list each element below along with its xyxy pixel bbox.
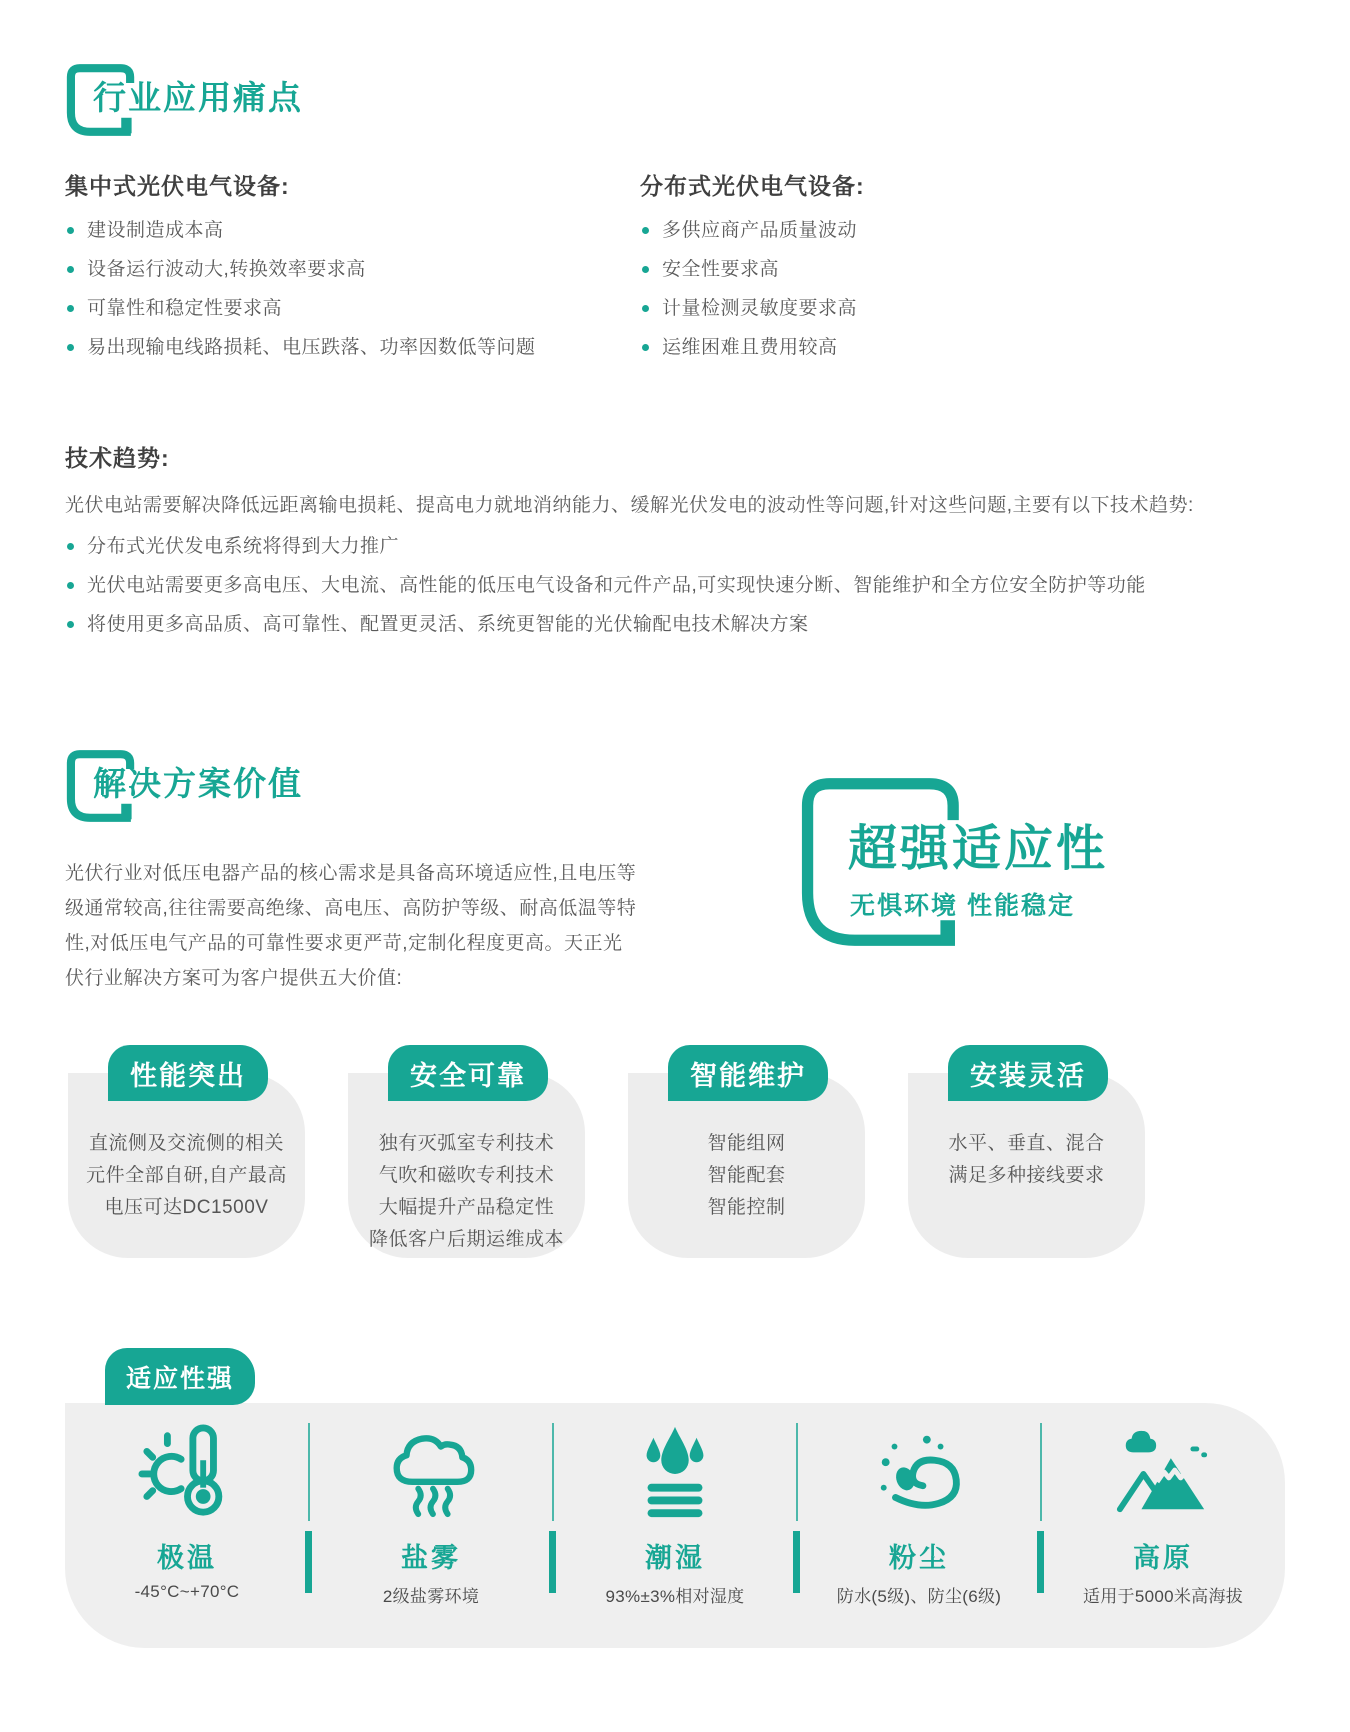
feature-desc: 适用于5000米高海拔 [1082, 1587, 1244, 1606]
bullet-dot [642, 344, 649, 351]
plateau-icon [1114, 1423, 1212, 1521]
bullet-item [640, 297, 1160, 320]
value-section-header [65, 738, 485, 833]
temperature-icon [138, 1423, 236, 1521]
card-line: 直流侧及交流侧的相关 [88, 1133, 284, 1154]
column-divider-line [552, 1423, 554, 1521]
bullet-dot [67, 227, 74, 234]
bullet-dot [642, 266, 649, 273]
card-tab: 安全可靠 [388, 1045, 548, 1101]
adapt-section [65, 1364, 1285, 1648]
bullet-dot [67, 266, 74, 273]
bullet-text: 分布式光伏发电系统将得到大力推广 [87, 536, 400, 557]
feature-item [65, 1403, 309, 1648]
salt-fog-icon [382, 1423, 480, 1521]
feature-name: 粉尘 [889, 1543, 949, 1573]
feature-name: 潮湿 [645, 1543, 705, 1573]
bullet-text: 设备运行波动大,转换效率要求高 [87, 259, 366, 280]
feature-name: 盐雾 [401, 1543, 461, 1573]
bullet-text: 建设制造成本高 [87, 220, 224, 241]
card-line: 大幅提升产品稳定性 [378, 1197, 555, 1218]
bullet-text: 多供应商产品质量波动 [662, 220, 858, 241]
feature-name: 高原 [1133, 1543, 1193, 1573]
column-divider-bar [1037, 1531, 1044, 1593]
pain-section-header [65, 52, 485, 147]
column-heading: 分布式光伏电气设备: [640, 173, 865, 199]
bullet-item [65, 219, 585, 242]
card-tab: 安装灵活 [948, 1045, 1108, 1101]
column-heading: 集中式光伏电气设备: [65, 173, 290, 199]
card-tab: 智能维护 [668, 1045, 828, 1101]
value-intro: 光伏行业对低压电器产品的核心需求是具备高环境适应性,且电压等级通常较高,往往需要高绝缘、高电压、高防护等级、耐高低温等特性,对低压电气产品的可靠性要求更严苛,定制化程度更高。天正光伏行业解决方案可为客户提供五大价值: [65, 863, 637, 989]
bullet-item [65, 613, 1255, 636]
card-line: 气吹和磁吹专利技术 [378, 1165, 555, 1186]
bullet-item [65, 336, 585, 359]
feature-desc: 2级盐雾环境 [382, 1587, 480, 1606]
pain-column-centralized [65, 168, 585, 375]
bullet-item [640, 336, 1160, 359]
bullet-text: 可靠性和稳定性要求高 [87, 298, 283, 319]
bullet-text: 易出现输电线路损耗、电压跌落、功率因数低等问题 [87, 337, 536, 358]
bullet-item [65, 535, 1255, 558]
card-line: 满足多种接线要求 [948, 1165, 1105, 1186]
bullet-dot [67, 621, 74, 628]
value-card [348, 1045, 585, 1258]
feature-row [65, 1403, 1285, 1648]
card-line: 智能控制 [707, 1197, 786, 1218]
value-card [628, 1045, 865, 1258]
bullet-text: 安全性要求高 [662, 259, 780, 280]
feature-desc: -45°C~+70°C [134, 1582, 240, 1601]
card-line: 元件全部自研,自产最高 [86, 1165, 287, 1186]
bullet-item [65, 574, 1255, 597]
bullet-dot [642, 227, 649, 234]
bullet-dot [67, 344, 74, 351]
bullet-item [65, 297, 585, 320]
feature-item [309, 1403, 553, 1648]
column-divider-bar [549, 1531, 556, 1593]
card-line: 电压可达DC1500V [104, 1197, 269, 1218]
bullet-item [65, 258, 585, 281]
pain-column-distributed [640, 168, 1160, 375]
bullet-list [65, 535, 1255, 636]
bullet-item [640, 258, 1160, 281]
trend-heading: 技术趋势: [65, 445, 170, 471]
card-line: 水平、垂直、混合 [948, 1133, 1105, 1154]
bullet-list [65, 219, 585, 359]
bullet-text: 光伏电站需要更多高电压、大电流、高性能的低压电气设备和元件产品,可实现快速分断、智能维护和全方位安全防护等功能 [87, 575, 1146, 596]
trend-intro: 光伏电站需要解决降低远距离输电损耗、提高电力就地消纳能力、缓解光伏发电的波动性等问题,针对这些问题,主要有以下技术趋势: [65, 495, 1194, 516]
feature-item [1041, 1403, 1285, 1648]
column-divider-line [308, 1423, 310, 1521]
value-section-title: 解决方案价值 [93, 765, 303, 802]
bullet-dot [67, 582, 74, 589]
bullet-list [640, 219, 1160, 359]
feature-item [553, 1403, 797, 1648]
column-divider-line [1040, 1423, 1042, 1521]
value-card [908, 1045, 1145, 1258]
bullet-text: 计量检测灵敏度要求高 [662, 298, 858, 319]
card-line: 降低客户后期运维成本 [368, 1229, 564, 1250]
adaptability-badge [793, 760, 1133, 970]
value-card [68, 1045, 305, 1258]
bullet-text: 将使用更多高品质、高可靠性、配置更灵活、系统更智能的光伏输配电技术解决方案 [87, 614, 809, 635]
column-divider-bar [793, 1531, 800, 1593]
card-line: 智能组网 [707, 1133, 786, 1154]
bullet-dot [67, 543, 74, 550]
bullet-text: 运维困难且费用较高 [662, 337, 838, 358]
feature-item [797, 1403, 1041, 1648]
column-divider-bar [305, 1531, 312, 1593]
humidity-icon [626, 1423, 724, 1521]
adapt-tab: 适应性强 [105, 1348, 255, 1405]
dust-icon [870, 1423, 968, 1521]
bullet-dot [642, 305, 649, 312]
trend-block [65, 440, 1255, 652]
pain-section-title: 行业应用痛点 [93, 79, 303, 116]
badge-subtitle: 无惧环境 性能稳定 [850, 892, 1075, 920]
card-line: 独有灭弧室专利技术 [378, 1133, 555, 1154]
column-divider-line [796, 1423, 798, 1521]
bullet-dot [67, 305, 74, 312]
bullet-item [640, 219, 1160, 242]
feature-desc: 防水(5级)、防尘(6级) [836, 1587, 1002, 1606]
badge-title: 超强适应性 [848, 822, 1109, 876]
feature-desc: 93%±3%相对湿度 [605, 1587, 745, 1606]
card-tab: 性能突出 [108, 1045, 268, 1101]
feature-name: 极温 [157, 1543, 217, 1573]
card-line: 智能配套 [707, 1165, 786, 1186]
